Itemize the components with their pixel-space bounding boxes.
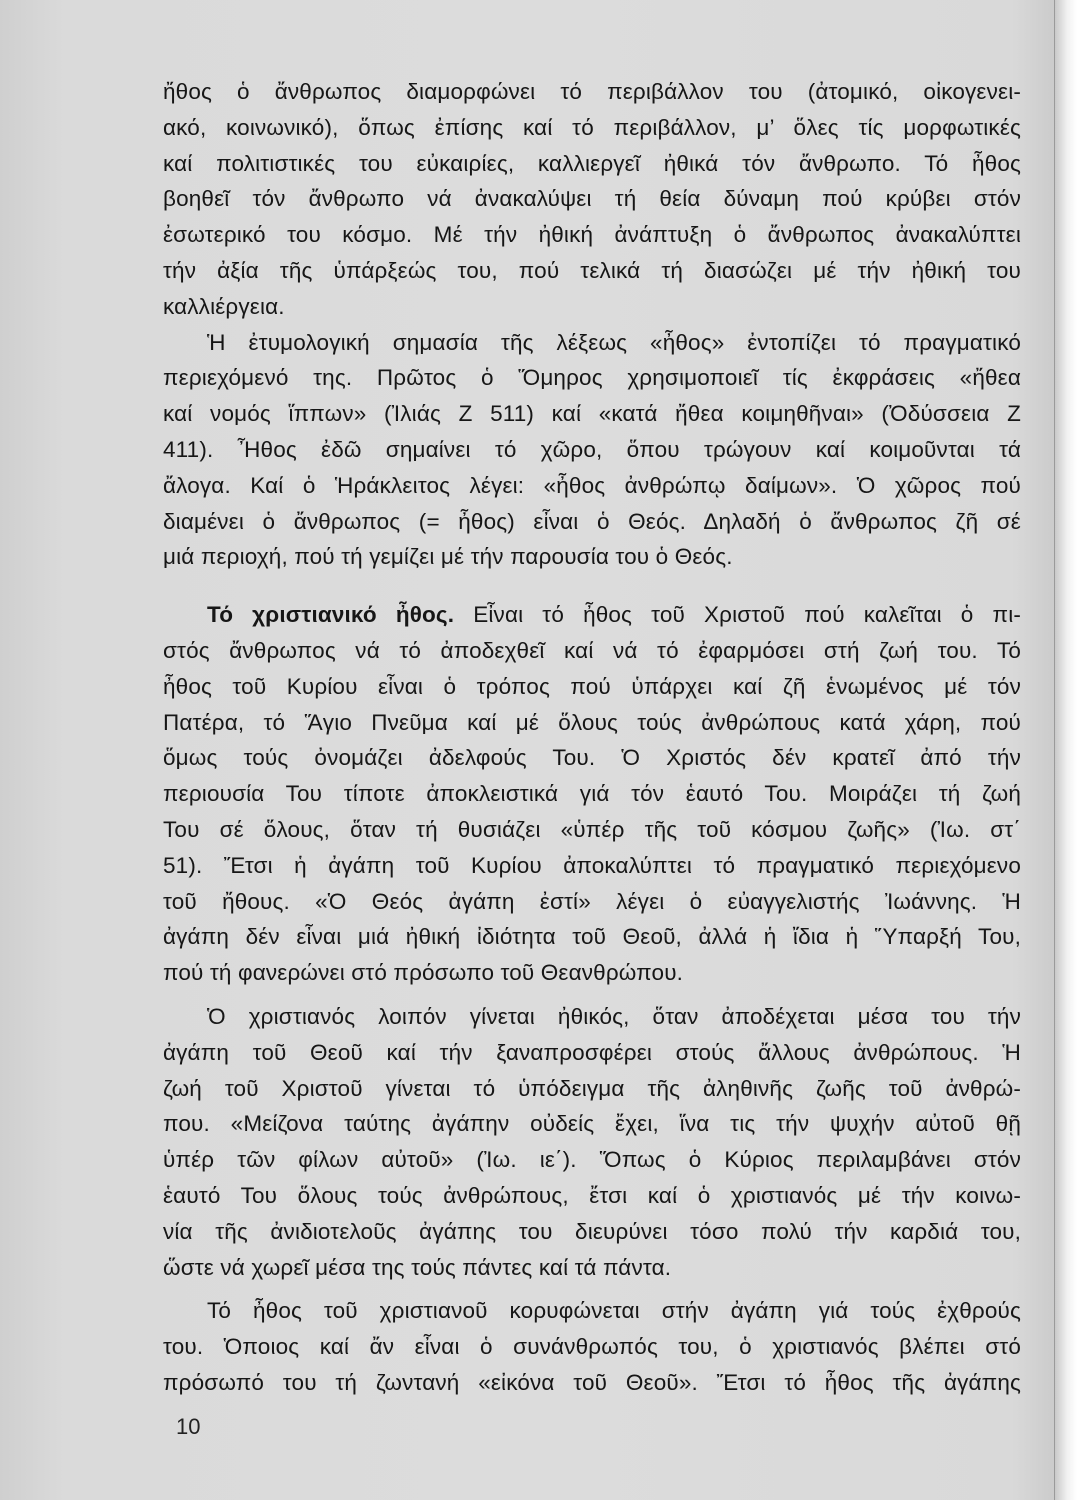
text-line: Πατέρα, τό Ἅγιο Πνεῦμα καί μέ ὅλους τούς ἀνθρώπους κατά χάρη, πού <box>163 709 1021 735</box>
text-line: τήν ἀξία τῆς ὑπάρξεώς του, πού τελικά τή διασώζει μέ τήν ἠθική του <box>163 257 1021 283</box>
text-line: καί πολιτιστικές του εὐκαιρίες, καλλιεργεῖ ἠθικά τόν ἄνθρωπο. Τό ἦθος <box>163 150 1021 176</box>
section-heading: Τό χριστιανικό ἦθος. <box>207 602 455 628</box>
text-line: πού τή φανερώνει στό πρόσωπο τοῦ Θεανθρώπου. <box>163 960 684 986</box>
paragraph-gap <box>163 991 1021 999</box>
text-line: ὥστε νά χωρεῖ μέσα της τούς πάντες καί τά πάντα. <box>163 1254 672 1280</box>
text-line: ἀγάπη τοῦ Θεοῦ καί τήν ξαναπροσφέρει στούς ἄλλους ἀνθρώπους. Ἡ <box>163 1039 1021 1065</box>
text-line: πρόσωπό του τή ζωντανή «εἰκόνα τοῦ Θεοῦ». Ἔτσι τό ἦθος τῆς ἀγάπης <box>163 1369 1021 1395</box>
paragraph-5 <box>163 1293 1021 1400</box>
text-line: ὑπέρ τῶν φίλων αὐτοῦ» (Ἰω. ιε΄). Ὅπως ὁ Κύριος περιλαμβάνει στόν <box>163 1147 1021 1173</box>
paragraph-gap <box>163 1285 1021 1293</box>
text-line: ἄλογα. Καί ὁ Ἡράκλειτος λέγει: «ἦθος ἀνθρώπῳ δαίμων». Ὁ χῶρος πού <box>163 472 1021 498</box>
text-line: 411). Ἦθος ἐδῶ σημαίνει τό χῶρο, ὅπου τρώγουν καί κοιμοῦνται τά <box>163 436 1021 462</box>
text-line: ἀγάπη δέν εἶναι μιά ἠθική ἰδιότητα τοῦ Θεοῦ, ἀλλά ἡ ἴδια ἡ Ὕπαρξή Του, <box>163 924 1021 950</box>
paragraph-2 <box>163 325 1021 576</box>
text-line <box>163 597 1021 633</box>
text-line: που. «Μείζονα ταύτης ἀγάπην οὐδείς ἔχει, ἵνα τις τήν ψυχήν αὐτοῦ θῇ <box>163 1111 1021 1137</box>
paragraph-3 <box>163 597 1021 991</box>
text-line: περιεχόμενό της. Πρῶτος ὁ Ὅμηρος χρησιμοποιεῖ τίς ἐκφράσεις «ἤθεα <box>163 365 1021 391</box>
paragraph-1 <box>163 74 1021 325</box>
text-line: 51). Ἔτσι ἡ ἀγάπη τοῦ Κυρίου ἀποκαλύπτει τό πραγματικό περιεχόμενο <box>163 852 1021 878</box>
text-line: ὅμως τούς ὀνομάζει ἀδελφούς Του. Ὁ Χριστός δέν κρατεῖ ἀπό τήν <box>163 745 1021 771</box>
body-text <box>163 74 1021 1401</box>
section-gap <box>163 575 1021 597</box>
page-number: 10 <box>176 1414 201 1439</box>
text-line: Ὁ χριστιανός λοιπόν γίνεται ἠθικός, ὅταν ἀποδέχεται μέσα του τήν <box>207 1003 1021 1029</box>
text-line: μιά περιοχή, πού τή γεμίζει μέ τήν παρουσία του ὁ Θεός. <box>163 544 733 570</box>
text-line: ακό, κοινωνικό), ὅπως ἐπίσης καί τό περιβάλλον, μ’ ὅλες τίς μορφωτικές <box>163 114 1021 140</box>
text-line: καλλιέργεια. <box>163 293 285 319</box>
text-line: ἐσωτερικό του κόσμο. Μέ τήν ἠθική ἀνάπτυξη ὁ ἄνθρωπος ἀνακαλύπτει <box>163 222 1021 248</box>
text-line: ἦθος τοῦ Κυρίου εἶναι ὁ τρόπος πού ὑπάρχει καί ζῆ ἑνωμένος μέ τόν <box>163 673 1021 699</box>
paragraph-4 <box>163 999 1021 1285</box>
text-line: τοῦ ἤθους. «Ὁ Θεός ἀγάπη ἐστί» λέγει ὁ εὐαγγελιστής Ἰωάννης. Ἡ <box>163 888 1021 914</box>
text-line: ζωή τοῦ Χριστοῦ γίνεται τό ὑπόδειγμα τῆς ἀληθινῆς ζωῆς τοῦ ἀνθρώ- <box>163 1075 1021 1101</box>
text-line: βοηθεῖ τόν ἄνθρωπο νά ἀνακαλύψει τή θεία δύναμη πού κρύβει στόν <box>163 186 1021 212</box>
heading-line-rest: Εἶναι τό ἦθος τοῦ Χριστοῦ πού καλεῖται ὁ πι- <box>454 602 1021 628</box>
text-line: διαμένει ὁ ἄνθρωπος (= ἦθος) εἶναι ὁ Θεός. Δηλαδή ὁ ἄνθρωπος ζῆ σέ <box>163 508 1021 534</box>
text-line: στός ἄνθρωπος νά τό ἀποδεχθεῖ καί νά τό ἐφαρμόσει στή ζωή του. Τό <box>163 637 1021 663</box>
text-line: ἑαυτό Του ὅλους τούς ἀνθρώπους, ἔτσι καί ὁ χριστιανός μέ τήν κοινω- <box>163 1182 1021 1208</box>
text-line: περιουσία Του τίποτε ἀποκλειστικά γιά τόν ἑαυτό Του. Μοιράζει τή ζωή <box>163 781 1021 807</box>
text-line: Του σέ ὅλους, ὅταν τή θυσιάζει «ὑπέρ τῆς τοῦ κόσμου ζωῆς» (Ἰω. στ΄ <box>163 816 1021 842</box>
page-edge-shadow <box>1054 0 1077 1500</box>
text-line: καί νομός ἵππων» (Ἰλιάς Ζ 511) καί «κατά ἤθεα κοιμηθῆναι» (Ὀδύσσεια Ζ <box>163 401 1021 427</box>
text-line: νία τῆς ἀνιδιοτελοῦς ἀγάπης του διευρύνει τόσο πολύ τήν καρδιά του, <box>163 1218 1021 1244</box>
text-line: Τό ἦθος τοῦ χριστιανοῦ κορυφώνεται στήν ἀγάπη γιά τούς ἐχθρούς <box>207 1298 1021 1324</box>
text-line: Ἡ ἐτυμολογική σημασία τῆς λέξεως «ἦθος» ἐντοπίζει τό πραγματικό <box>207 329 1021 355</box>
text-line: ἤθος ὁ ἄνθρωπος διαμορφώνει τό περιβάλλον του (ἀτομικό, οἰκογενει- <box>163 79 1021 104</box>
text-line: του. Ὁποιος καί ἄν εἶναι ὁ συνάνθρωπός του, ὁ χριστιανός βλέπει στό <box>163 1334 1021 1360</box>
